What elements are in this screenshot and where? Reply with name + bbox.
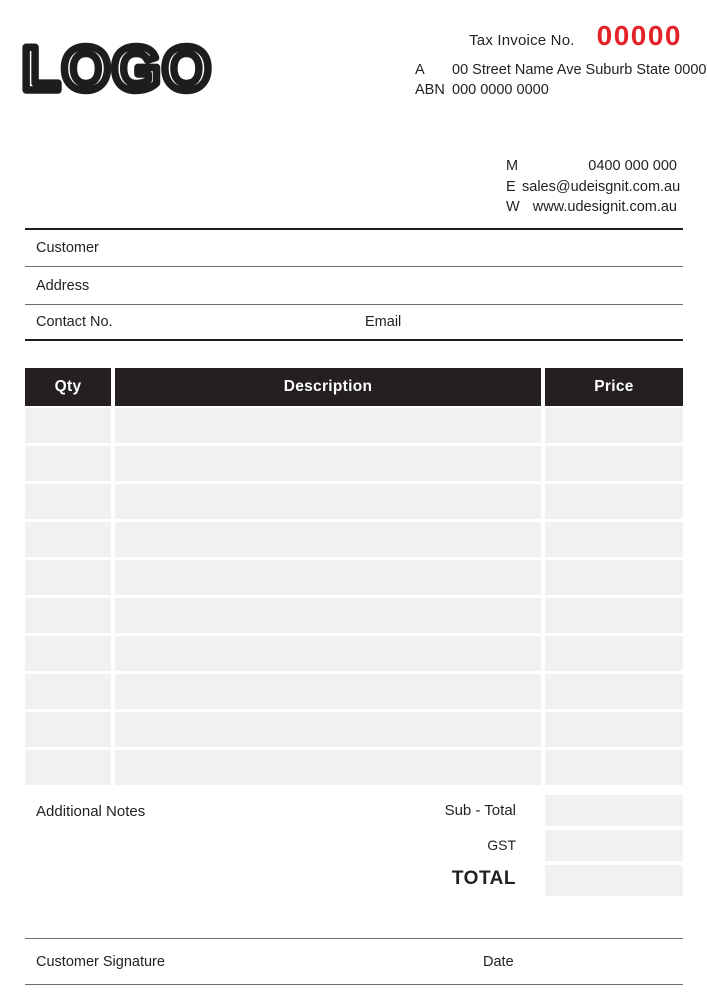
description-cell [115, 446, 541, 481]
customer-details-section [25, 228, 683, 341]
description-cell [115, 750, 541, 785]
logo-text: LOGO [22, 35, 213, 104]
additional-notes-label: Additional Notes [36, 803, 146, 820]
company-abn-row [415, 81, 706, 101]
company-address-block [415, 61, 706, 100]
signature-section [25, 938, 683, 985]
contact-no-label: Contact No. [36, 314, 113, 330]
gst-value-cell [545, 830, 683, 861]
company-address-row [415, 61, 706, 81]
price-cell [545, 750, 683, 785]
price-cell [545, 674, 683, 709]
website-prefix-label: W [506, 199, 520, 215]
price-cell [545, 484, 683, 519]
price-cell [545, 522, 683, 557]
qty-cell [25, 750, 111, 785]
qty-cell [25, 560, 111, 595]
price-cell [545, 560, 683, 595]
company-contact-block [506, 156, 681, 218]
description-cell [115, 484, 541, 519]
description-cell [115, 560, 541, 595]
company-website-value: www.udesignit.com.au [532, 199, 677, 215]
abn-prefix-label: ABN [415, 81, 445, 98]
description-cell [115, 674, 541, 709]
tax-invoice-number-row [469, 22, 682, 50]
email-prefix-label: E [506, 178, 516, 195]
description-cell [115, 408, 541, 443]
price-cell [545, 446, 683, 481]
company-logo [18, 26, 228, 108]
qty-cell [25, 446, 111, 481]
customer-name-row [25, 230, 683, 267]
description-cell [115, 636, 541, 671]
line-items-header [25, 368, 683, 406]
total-label: TOTAL [451, 868, 516, 889]
description-cell [115, 522, 541, 557]
qty-cell [25, 712, 111, 747]
price-cell [545, 598, 683, 633]
description-cell [115, 598, 541, 633]
price-column-header: Price [545, 368, 683, 406]
line-items-table [25, 368, 683, 785]
qty-cell [25, 636, 111, 671]
line-items-body [25, 408, 683, 785]
total-value-cell [545, 865, 683, 896]
qty-column-header: Qty [25, 368, 111, 406]
customer-email-label: Email [365, 314, 402, 330]
tax-invoice-number: 00000 [596, 20, 682, 51]
qty-cell [25, 674, 111, 709]
gst-label: GST [487, 837, 516, 853]
customer-label: Customer [36, 240, 99, 256]
date-label: Date [483, 953, 514, 970]
company-email-row [506, 177, 681, 198]
customer-contact-row [25, 305, 683, 339]
customer-address-label: Address [36, 277, 90, 294]
qty-cell [25, 408, 111, 443]
customer-address-row [25, 267, 683, 305]
price-cell [545, 408, 683, 443]
qty-cell [25, 522, 111, 557]
qty-cell [25, 484, 111, 519]
customer-signature-label: Customer Signature [36, 953, 165, 970]
subtotal-value-cell [545, 795, 683, 826]
description-column-header: Description [115, 368, 541, 406]
company-abn-value: 000 0000 0000 [452, 81, 549, 98]
company-mobile-row [506, 156, 677, 177]
qty-cell [25, 598, 111, 633]
price-cell [545, 712, 683, 747]
company-email-value: sales@udeisgnit.com.au [522, 178, 681, 195]
price-cell [545, 636, 683, 671]
tax-invoice-label: Tax Invoice No. [469, 32, 575, 49]
address-prefix-label: A [415, 62, 425, 78]
company-mobile-value: 0400 000 000 [588, 158, 677, 174]
company-website-row [506, 197, 677, 218]
mobile-prefix-label: M [506, 158, 519, 174]
description-cell [115, 712, 541, 747]
company-address-value: 00 Street Name Ave Suburb State 0000 [452, 62, 707, 78]
subtotal-label: Sub - Total [444, 802, 516, 819]
